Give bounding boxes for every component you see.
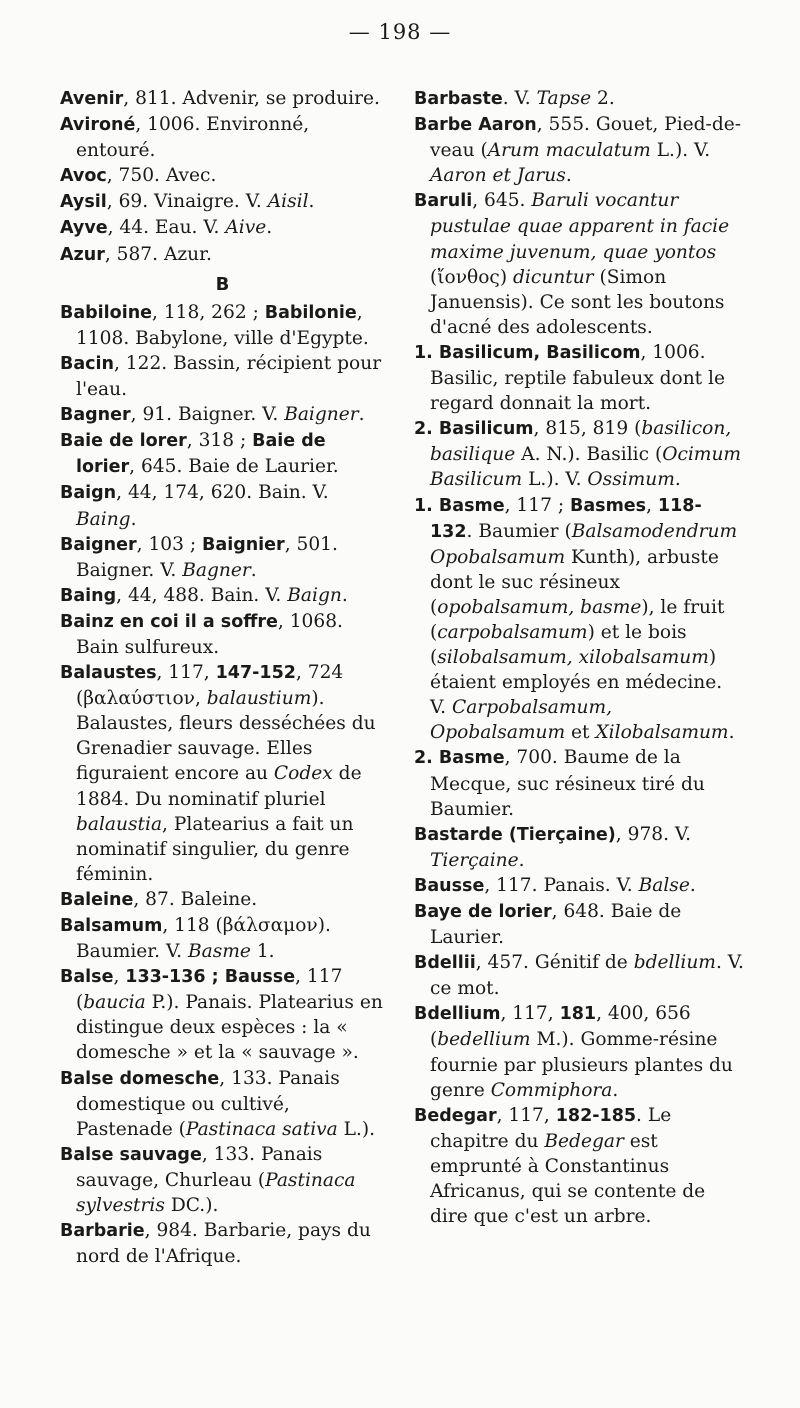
- entry-text: , 587. Azur.: [104, 243, 212, 265]
- entry-text: , 1006. Environné, entouré.: [76, 114, 310, 162]
- headword: Aysil: [60, 192, 107, 213]
- dictionary-entry: [60, 112, 385, 163]
- entry-text: , 118 (βάλσαμον). Baumier. V.: [76, 915, 331, 963]
- entry-text: .: [308, 191, 315, 213]
- headword: Babiloine: [60, 302, 153, 323]
- italic-term: Ocimum Basilicum: [430, 444, 742, 491]
- dictionary-entry: [60, 532, 385, 583]
- headword: Baruli: [414, 191, 473, 212]
- headword: Balse sauvage: [60, 1144, 202, 1165]
- italic-term: Baruli vocantur pustulae quae apparent in facie maxime juvenum, quae yontos: [430, 190, 730, 263]
- headword: Baignier: [202, 534, 285, 555]
- italic-term: Aive: [225, 217, 267, 239]
- entry-text: (ἴονθος): [430, 266, 514, 288]
- headword: Baye de lorier: [414, 902, 552, 922]
- dictionary-entry: [414, 340, 744, 416]
- entry-text: , 645. Baie de Laurier.: [129, 456, 339, 478]
- italic-term: Pastinaca sylvestris: [76, 1169, 356, 1217]
- entry-text: A. N.). Basilic (: [515, 444, 663, 466]
- entry-text: , 750. Avec.: [106, 165, 217, 187]
- dictionary-entry: [414, 493, 744, 746]
- entry-text: , 555. Gouet, Pied-de-veau (: [430, 114, 742, 162]
- dictionary-entry: [414, 950, 744, 1001]
- entry-text: , 700. Baume de la Mecque, suc résineux tiré du Baumier.: [430, 747, 705, 820]
- entry-text: , 117 ;: [504, 494, 570, 516]
- italic-term: bdellium: [633, 952, 716, 974]
- entry-text: est emprunté à Constantinus Africanus, qui se contente de dire que c'est un arbre.: [430, 1130, 706, 1228]
- italic-term: Carpobalsamum, Opobalsamum: [430, 697, 613, 744]
- headword: Bastarde (Tierçaine): [414, 824, 616, 845]
- dictionary-entry: [414, 873, 744, 899]
- entry-text: , 648. Baie de Laurier.: [430, 901, 682, 949]
- headword: Avoc: [60, 166, 107, 187]
- headword: Balsamum: [60, 916, 163, 936]
- entry-text: , 44, 174, 620. Bain. V.: [116, 482, 329, 504]
- dictionary-entry: [60, 351, 385, 402]
- entry-text: , 1108. Babylone, ville d'Egypte.: [76, 301, 369, 349]
- italic-term: bedellium: [437, 1029, 531, 1051]
- italic-term: Tapse: [536, 88, 592, 109]
- entry-text: ), le fruit (: [430, 596, 725, 643]
- dictionary-entry: [60, 964, 385, 1065]
- italic-term: Balsamodendrum Opobalsamum: [430, 520, 738, 568]
- dictionary-entry: [414, 416, 744, 492]
- entry-text: , 724 (βαλαύστιον,: [76, 662, 344, 710]
- entry-text: , 44, 488. Bain. V.: [116, 584, 288, 606]
- italic-term: Commiphora: [490, 1079, 613, 1101]
- headword: Baign: [60, 483, 117, 504]
- headword: 147-152: [215, 663, 296, 684]
- dictionary-entry: [414, 745, 744, 821]
- italic-term: basilicon, basilique: [430, 418, 732, 466]
- entry-text: , 44. Eau. V.: [107, 217, 226, 239]
- headword: Baie de lorer: [60, 431, 187, 452]
- italic-term: Baign: [287, 584, 342, 606]
- entry-text: , 501. Baigner. V.: [76, 533, 338, 581]
- dictionary-entry: [60, 163, 385, 189]
- headword: Basmes: [570, 495, 647, 516]
- dictionary-entry: [60, 1066, 385, 1142]
- italic-term: Basme: [187, 941, 251, 963]
- dictionary-entry: [60, 1142, 385, 1218]
- entry-text: , 91. Baigner. V.: [130, 404, 285, 426]
- dictionary-entry: [60, 480, 385, 531]
- dictionary-entry: [60, 215, 385, 241]
- italic-term: baucia: [83, 992, 146, 1014]
- italic-term: Ossimum: [587, 469, 675, 491]
- headword: Bausse: [414, 875, 485, 896]
- entry-text: DC.).: [164, 1195, 219, 1217]
- entry-text: , 318 ;: [186, 430, 253, 452]
- dictionary-entry: [60, 86, 385, 112]
- italic-term: balaustia: [76, 813, 163, 835]
- entry-text: (Simon Januensis). Ce sont les boutons d'acné des adolescents.: [430, 266, 725, 338]
- dictionary-entry: [414, 1103, 744, 1229]
- headword: Balse domesche: [60, 1068, 220, 1089]
- italic-term: Arum maculatum: [487, 140, 651, 162]
- entry-text: , 133. Panais sauvage, Churleau (: [76, 1143, 323, 1191]
- entry-text: ,: [113, 966, 126, 988]
- entry-text: , 117,: [500, 1003, 560, 1025]
- entry-text: .: [358, 404, 365, 426]
- dictionary-entry: [60, 583, 385, 609]
- italic-term: carpobalsamum: [437, 621, 588, 643]
- entry-text: , 117. Panais. V.: [484, 874, 639, 896]
- entry-text: . V. ce mot.: [430, 952, 744, 1000]
- section-letter: B: [215, 273, 230, 295]
- entry-text: , 69. Vinaigre. V.: [106, 191, 268, 213]
- entry-text: ) et le bois (: [430, 621, 687, 669]
- headword: Bedegar: [414, 1105, 497, 1126]
- entry-text: ) étaient employés en médecine. V.: [430, 647, 723, 719]
- headword: 2. Basme: [414, 748, 505, 769]
- italic-term: Bedegar: [544, 1130, 624, 1152]
- italic-term: Aisil: [267, 191, 309, 213]
- headword: Baie de lorier: [76, 431, 326, 478]
- entry-text: M.). Gomme-résine fournie par plusieurs plantes du genre: [430, 1029, 733, 1101]
- entry-text: 2.: [591, 88, 615, 109]
- headword: Barbarie: [60, 1221, 145, 1242]
- headword: Barbaste: [414, 89, 503, 109]
- italic-term: Baigner: [284, 404, 359, 426]
- entry-text: . V.: [502, 88, 537, 109]
- headword: Baigner: [60, 534, 137, 555]
- entry-text: .: [565, 165, 572, 187]
- entry-text: , 645.: [472, 190, 532, 212]
- page-number-header: — 198 —: [348, 20, 452, 44]
- headword: Azur: [60, 244, 105, 265]
- headword: 181: [559, 1004, 597, 1025]
- entry-text: , 87. Baleine.: [133, 888, 258, 910]
- headword: Bdellii: [414, 953, 476, 974]
- entry-text: ,: [646, 494, 658, 516]
- left-column: [60, 86, 385, 1269]
- dictionary-entry: [60, 913, 385, 964]
- entry-text: , 122. Bassin, récipient pour l'eau.: [76, 352, 382, 401]
- italic-term: opobalsamum, basme: [437, 596, 642, 618]
- dictionary-entry: [60, 242, 385, 268]
- entry-text: , 133. Panais domestique ou cultivé, Pastenade (: [76, 1067, 340, 1140]
- italic-term: Xilobalsamum: [595, 722, 729, 744]
- headword: Avenir: [60, 89, 124, 109]
- headword: 118-132: [430, 495, 702, 542]
- italic-term: Aaron et Jarus: [430, 165, 566, 187]
- headword: Bacin: [60, 353, 114, 374]
- italic-term: Codex: [273, 763, 333, 785]
- headword: Balaustes: [60, 663, 157, 684]
- entry-text: L.). V.: [650, 140, 711, 162]
- italic-term: silobalsamum, xilobalsamum: [437, 647, 709, 669]
- dictionary-entry: [60, 1218, 385, 1269]
- entry-text: Kunth), arbuste dont le suc résineux (: [430, 546, 719, 618]
- entry-text: L.). V.: [522, 469, 588, 491]
- entry-text: et: [565, 722, 596, 744]
- entry-text: .: [728, 722, 735, 744]
- italic-term: dicuntur: [513, 266, 594, 288]
- headword: Bdellium: [414, 1004, 501, 1025]
- headword: Baing: [60, 585, 117, 606]
- headword: Avironé: [60, 115, 136, 136]
- entry-text: .: [689, 874, 696, 896]
- italic-term: balaustium: [206, 688, 312, 710]
- headword: Bagner: [60, 405, 131, 426]
- entry-text: .: [518, 849, 525, 871]
- entry-text: .: [674, 469, 681, 491]
- entry-text: . Le chapitre du: [430, 1104, 672, 1152]
- entry-text: , 117 (: [76, 966, 343, 1014]
- italic-term: Pastinaca sativa: [185, 1118, 338, 1140]
- headword: Bainz en coi il a soffre: [60, 611, 278, 632]
- right-column: [414, 86, 744, 1229]
- entry-text: .: [341, 584, 348, 606]
- entry-text: .: [612, 1079, 619, 1101]
- dictionary-entry: [60, 609, 385, 660]
- entry-text: , 117,: [156, 662, 216, 684]
- entry-text: , 117,: [496, 1104, 556, 1126]
- entry-text: , 1006. Basilic, reptile fabuleux dont le regard donnait la mort.: [430, 341, 726, 415]
- headword: Barbe Aaron: [414, 115, 537, 136]
- entry-text: , 815, 819 (: [533, 418, 642, 440]
- headword: 1. Basme: [414, 495, 505, 516]
- entry-text: . Baumier (: [466, 520, 572, 542]
- dictionary-entry: [414, 822, 744, 873]
- dictionary-entry: [414, 899, 744, 950]
- dictionary-entry: [414, 1001, 744, 1102]
- dictionary-entry: [414, 86, 744, 112]
- entry-text: .: [130, 508, 137, 530]
- entry-text: de 1884. Du nominatif pluriel: [76, 763, 362, 810]
- entry-text: P.). Panais. Platearius en distingue deux espèces : la « domesche » et la « sauvage ».: [76, 992, 383, 1064]
- dictionary-entry: [60, 189, 385, 215]
- entry-text: , 811. Advenir, se produire.: [123, 88, 380, 109]
- headword: Babilonie: [264, 302, 357, 323]
- italic-term: Bagner: [182, 559, 251, 581]
- headword: Ayve: [60, 218, 108, 239]
- italic-term: Baing: [76, 508, 131, 530]
- dictionary-entry: [60, 428, 385, 480]
- dictionary-entry: [60, 300, 385, 351]
- entry-text: , 457. Génitif de: [475, 952, 634, 974]
- headword: 2. Basilicum: [414, 419, 534, 440]
- dictionary-entry: [414, 112, 744, 188]
- entry-text: , 118, 262 ;: [152, 301, 265, 323]
- entry-text: ). Balaustes, fleurs desséchées du Grenadier sauvage. Elles figuraient encore au: [76, 688, 376, 785]
- headword: Baleine: [60, 889, 134, 910]
- entry-text: .: [250, 559, 257, 581]
- entry-text: , 103 ;: [136, 533, 203, 555]
- entry-text: L.).: [337, 1118, 376, 1140]
- entry-text: .: [266, 217, 273, 239]
- italic-term: Tierçaine: [430, 849, 519, 871]
- italic-term: Balse: [638, 874, 690, 896]
- dictionary-entry: [60, 887, 385, 913]
- dictionary-entry: [414, 188, 744, 340]
- entry-text: , 984. Barbarie, pays du nord de l'Afrique.: [76, 1220, 371, 1268]
- headword: Balse: [60, 967, 114, 988]
- entry-text: , 400, 656 (: [430, 1003, 691, 1051]
- headword: 182-185: [555, 1105, 637, 1126]
- entry-text: , 1068. Bain sulfureux.: [76, 610, 343, 658]
- dictionary-entry: [60, 402, 385, 428]
- entry-text: , Platearius a fait un nominatif singulier, du genre féminin.: [76, 813, 354, 885]
- entry-text: 1.: [250, 941, 275, 963]
- dictionary-entry: [60, 660, 385, 887]
- headword: 1. Basilicum, Basilicom: [414, 342, 641, 363]
- entry-text: , 978. V.: [615, 823, 692, 845]
- headword: 133-136 ; Bausse: [125, 967, 296, 988]
